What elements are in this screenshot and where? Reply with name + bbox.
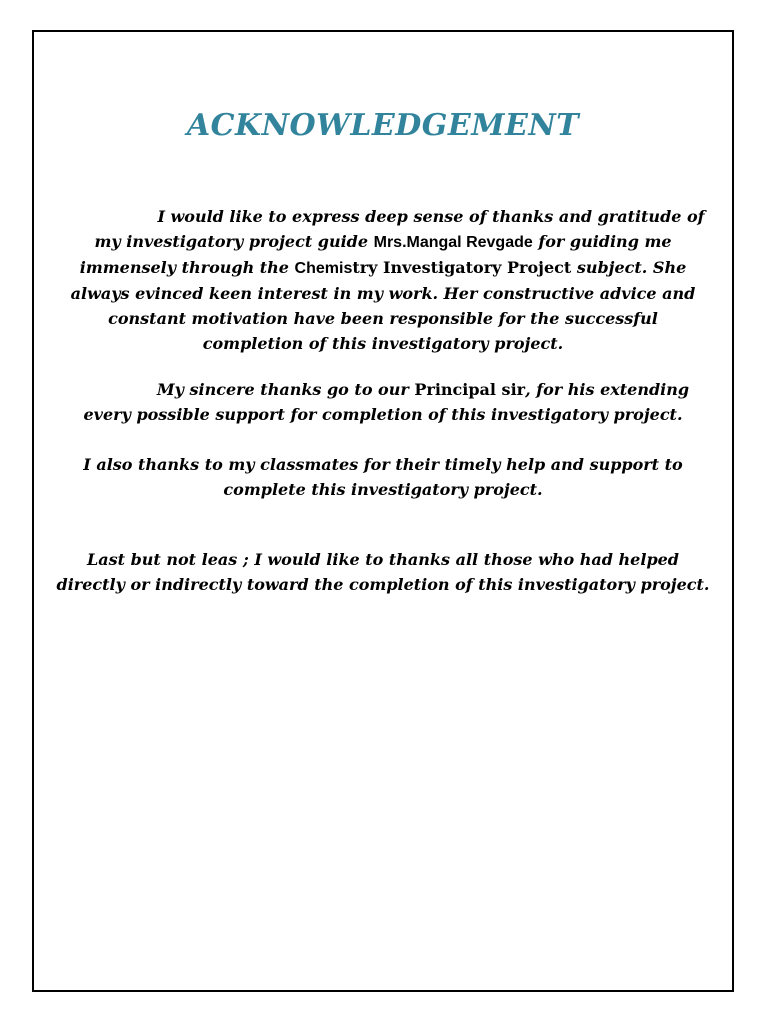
- principal-name: Principal sir: [414, 380, 526, 399]
- subject-name-part: Chemis: [294, 260, 353, 277]
- subject-name-rest: try Investigatory Project: [352, 258, 572, 277]
- paragraph-closing-thanks: [56, 547, 710, 597]
- paragraph-guide-thanks: [56, 204, 710, 356]
- page-frame: [32, 30, 734, 992]
- text-run: My sincere thanks go to our: [156, 380, 415, 399]
- text-run: I would like to express deep sense of thanks and gratitude of my investigatory project guide: [94, 207, 705, 251]
- text-run: I also thanks to my classmates for their timely help and support to complete this investigatory project.: [83, 455, 683, 499]
- text-run: subject. She always evinced keen interest in my work. Her constructive advice and constant motivation have been responsible for the successful completion of this investigatory project.: [70, 258, 696, 353]
- guide-name: Mrs.Mangal Revgade: [373, 234, 533, 251]
- text-run: for guiding me immensely through the: [79, 232, 672, 277]
- text-run: , for his extending every possible support for completion of this investigatory project.: [83, 380, 690, 424]
- page-title: ACKNOWLEDGEMENT: [186, 108, 580, 143]
- paragraph-principal-thanks: [56, 377, 710, 427]
- text-run: Last but not leas ; I would like to thanks all those who had helped directly or indirectly toward the completion of this investigatory project.: [56, 550, 710, 594]
- paragraph-classmates-thanks: [56, 452, 710, 502]
